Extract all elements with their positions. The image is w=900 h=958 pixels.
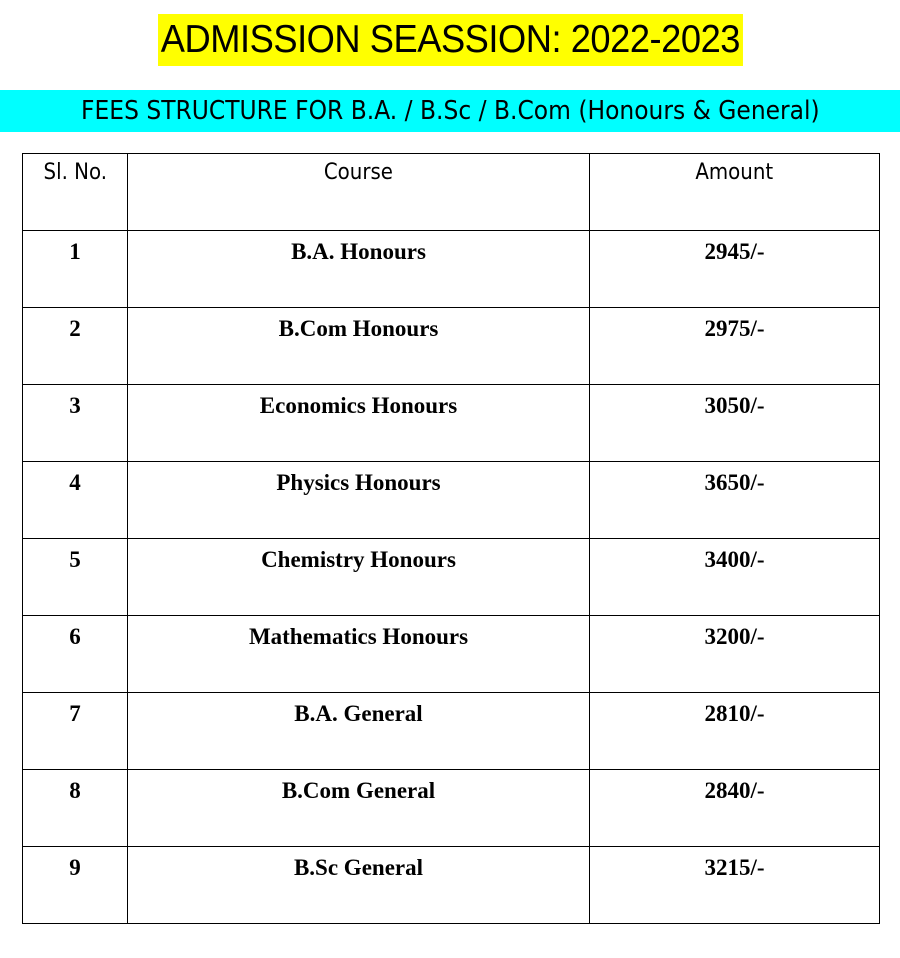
cell-amount: 2810/- (590, 693, 880, 770)
table-row (23, 539, 880, 616)
table-row (23, 847, 880, 924)
cell-amount: 2840/- (590, 770, 880, 847)
header-sl-no: Sl. No. (23, 154, 128, 231)
cell-course: B.A. Honours (128, 231, 590, 308)
table-header-row (23, 154, 880, 231)
header-course: Course (128, 154, 590, 231)
cell-sl-no: 6 (23, 616, 128, 693)
page-title: ADMISSION SEASSION: 2022-2023 (158, 14, 743, 66)
cell-sl-no: 2 (23, 308, 128, 385)
cell-amount: 3400/- (590, 539, 880, 616)
cell-sl-no: 9 (23, 847, 128, 924)
cell-amount: 3650/- (590, 462, 880, 539)
subtitle-text: FEES STRUCTURE FOR B.A. / B.Sc / B.Com (Honours & General) (80, 96, 820, 126)
cell-sl-no: 1 (23, 231, 128, 308)
cell-amount: 3200/- (590, 616, 880, 693)
table-row (23, 385, 880, 462)
cell-course: B.Sc General (128, 847, 590, 924)
cell-amount: 3050/- (590, 385, 880, 462)
table-row (23, 231, 880, 308)
cell-sl-no: 7 (23, 693, 128, 770)
table-row (23, 770, 880, 847)
title-container (0, 14, 900, 66)
cell-sl-no: 8 (23, 770, 128, 847)
page-subtitle (0, 90, 900, 132)
header-amount: Amount (590, 154, 880, 231)
cell-sl-no: 4 (23, 462, 128, 539)
table-row (23, 693, 880, 770)
cell-course: Economics Honours (128, 385, 590, 462)
cell-amount: 2975/- (590, 308, 880, 385)
cell-amount: 2945/- (590, 231, 880, 308)
table-row (23, 308, 880, 385)
cell-sl-no: 3 (23, 385, 128, 462)
cell-sl-no: 5 (23, 539, 128, 616)
cell-course: B.Com General (128, 770, 590, 847)
table-row (23, 462, 880, 539)
cell-course: Mathematics Honours (128, 616, 590, 693)
table-row (23, 616, 880, 693)
cell-course: Physics Honours (128, 462, 590, 539)
cell-amount: 3215/- (590, 847, 880, 924)
fees-table (22, 153, 880, 924)
cell-course: B.A. General (128, 693, 590, 770)
cell-course: Chemistry Honours (128, 539, 590, 616)
cell-course: B.Com Honours (128, 308, 590, 385)
